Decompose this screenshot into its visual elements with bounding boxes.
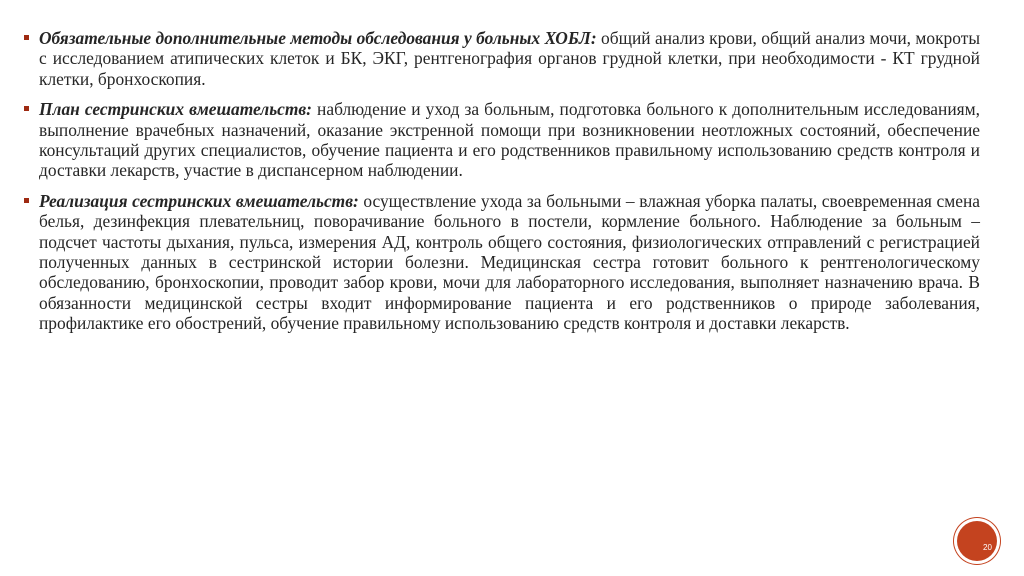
slide-number: 20 <box>983 543 992 552</box>
bullet-text: наблюдение и уход за больным, подготовка больного к дополнительным исследованиям, выполнение врачебных назначений, оказание экстренной помощи при возникновении неотложных состояний, обеспечение консультаций других специалистов, обучение пациента и его родственников правильному использованию средств контроля и доставки лекарств, участие в диспансерном наблюдении. <box>39 99 980 181</box>
bullet-text: общий анализ крови, общий анализ мочи, мокроты с исследованием атипических клеток и БК, ЭКГ, рентгенография органов грудной клетки, при необходимости - КТ грудной клетки, бронхоскопия. <box>39 28 981 89</box>
bullet-text: осуществление ухода за больными – влажная уборка палаты, своевременная смена белья, дезинфекция плевательниц, поворачивание больного в постели, кормление больного. Наблюдение за больным – подсчет частоты дыхания, пульса, измерения АД, контроль общего состояния, физиологических отправлений с регистрацией полученных данных в сестринской истории болезни. Медицинская сестра готовит больного к рентгенологическому обследованию, бронхоскопии, проводит забор крови, мочи для лабораторного исследования, выполняет назначению врача. В обязанности медицинской сестры входит информирование пациента и его родственников о природе заболевания, профилактике его обострений, обучение правильному использованию средств контроля и доставки лекарств. <box>39 190 980 334</box>
bullet-item-required-methods <box>20 28 980 89</box>
slide-number-badge <box>957 521 997 561</box>
bullet-item-nursing-plan <box>20 99 980 181</box>
bullet-lead: Обязательные дополнительные методы обследования у больных ХОБЛ: <box>39 28 597 48</box>
bullet-lead: План сестринских вмешательств: <box>39 99 312 120</box>
bullet-item-nursing-implementation <box>20 191 980 334</box>
square-bullet-icon <box>24 106 29 111</box>
bullet-lead: Реализация сестринских вмешательств: <box>39 190 359 211</box>
slide-content <box>20 28 980 344</box>
square-bullet-icon <box>24 198 29 203</box>
square-bullet-icon <box>24 35 29 40</box>
